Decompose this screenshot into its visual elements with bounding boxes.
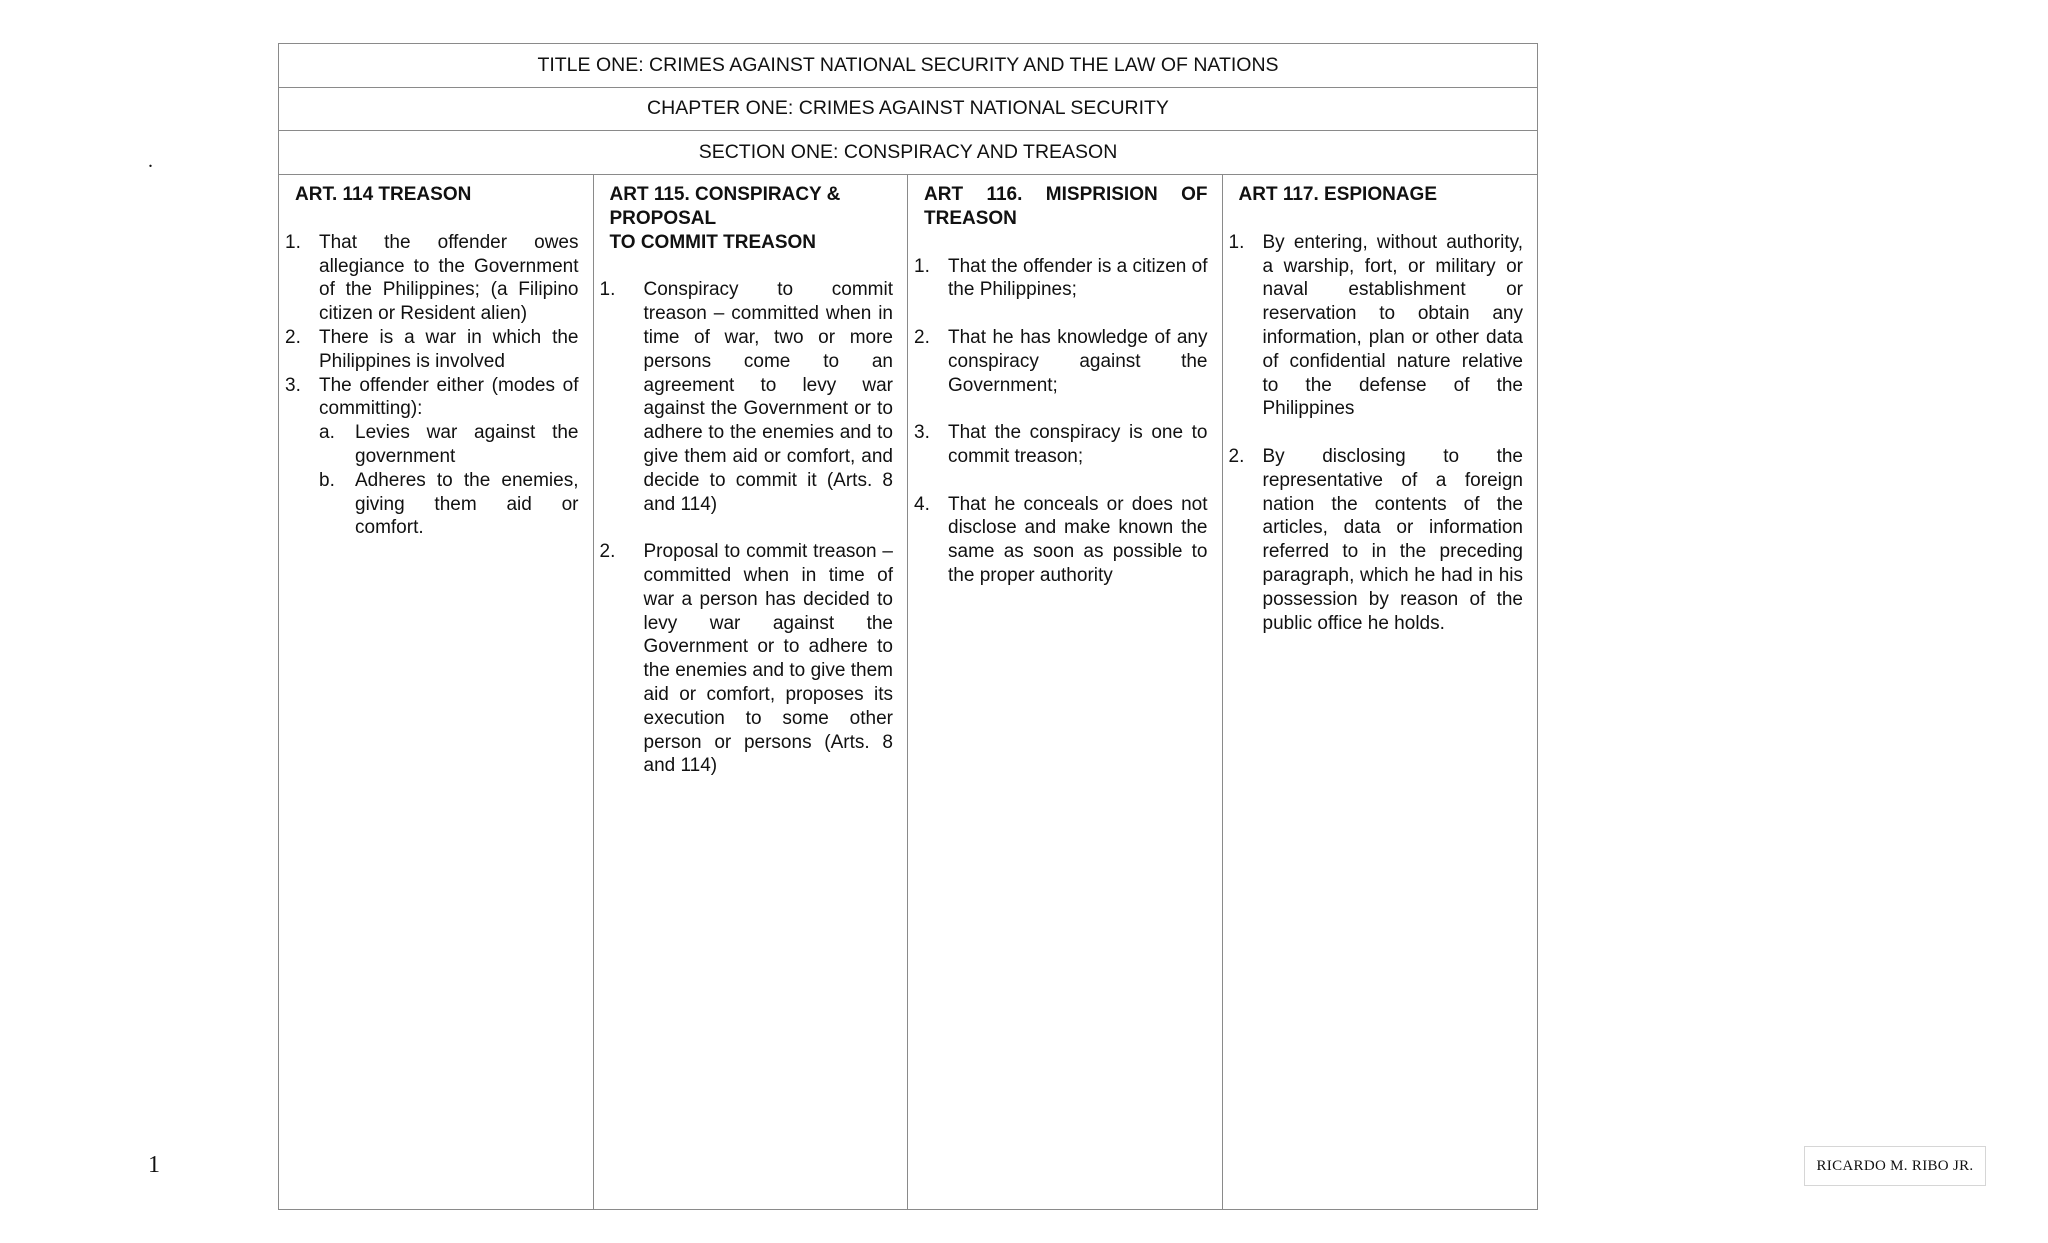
item-text: That the offender is a citizen of the Philippines; — [948, 255, 1208, 301]
column-art-117 — [1223, 174, 1538, 1209]
item-text: That he has knowledge of any conspiracy against the Government; — [948, 326, 1208, 396]
item-number: 2. — [1228, 445, 1245, 467]
list-item — [914, 255, 1208, 303]
item-text: By disclosing to the representative of a foreign nation the contents of the articles, data or information referred to in the preceding paragraph, which he had in his possession by reason of the public office he holds. — [1262, 445, 1523, 634]
list-item — [285, 374, 579, 541]
item-text: Proposal to commit treason – committed when in time of war a person has decided to levy war against the Government or to adhere to the enemies and to give them aid or comfort, proposes its execution to some other person or persons (Arts. 8 and 114) — [643, 541, 893, 777]
list-item — [914, 421, 1208, 469]
element-list — [599, 278, 894, 778]
outline-table — [278, 43, 1538, 1210]
list-item — [285, 231, 579, 326]
articles-columns — [279, 174, 1537, 1209]
page-number: 1 — [148, 1152, 160, 1178]
sub-list — [319, 421, 579, 540]
list-item — [599, 278, 894, 516]
sub-list-item — [319, 469, 579, 540]
list-item — [914, 326, 1208, 397]
column-title — [610, 183, 894, 254]
item-text: That the conspiracy is one to commit treason; — [948, 422, 1208, 467]
column-title: ART 117. ESPIONAGE — [1238, 184, 1438, 205]
column-art-114 — [279, 174, 594, 1209]
item-number: 2. — [914, 326, 930, 348]
item-text: That he conceals or does not disclose and make known the same as soon as possible to the proper authority — [948, 493, 1208, 586]
item-number: 2. — [285, 326, 301, 348]
item-number: 1. — [285, 231, 301, 253]
sub-item-letter: a. — [319, 422, 335, 444]
item-number: 2. — [599, 541, 616, 563]
item-text: The offender either (modes of committing): — [319, 374, 579, 420]
item-text: That the offender owes allegiance to the Government of the Philippines; (a Filipino citizen or Resident alien) — [319, 231, 579, 325]
list-item — [1228, 445, 1524, 635]
column-title-line: TO COMMIT TREASON — [609, 231, 817, 253]
column-title: ART 116. MISPRISION OF TREASON — [924, 184, 1208, 229]
margin-dot: . — [148, 150, 153, 172]
list-item — [914, 493, 1208, 588]
item-number: 3. — [285, 374, 301, 396]
item-text: There is a war in which the Philippines is involved — [319, 326, 579, 372]
column-art-116 — [908, 174, 1223, 1209]
list-item — [1228, 231, 1524, 421]
column-art-115 — [594, 174, 909, 1209]
section-row: SECTION ONE: CONSPIRACY AND TREASON — [279, 131, 1537, 175]
column-title-line: ART 115. CONSPIRACY & PROPOSAL — [609, 184, 841, 229]
item-text: By entering, without authority, a warship, fort, or military or naval establishment or reservation to obtain any information, plan or other data of confidential nature relative to the defense of the Philippines — [1262, 231, 1523, 420]
list-item — [599, 540, 894, 778]
sub-item-text: Adheres to the enemies, giving them aid or comfort. — [355, 469, 579, 539]
title-row: TITLE ONE: CRIMES AGAINST NATIONAL SECURITY AND THE LAW OF NATIONS — [279, 44, 1537, 88]
sub-item-text: Levies war against the government — [355, 422, 579, 467]
item-number: 1. — [914, 255, 930, 277]
column-title: ART. 114 TREASON — [295, 184, 472, 205]
sub-list-item — [319, 421, 579, 469]
sub-item-letter: b. — [319, 469, 335, 491]
element-list — [914, 255, 1208, 588]
chapter-row: CHAPTER ONE: CRIMES AGAINST NATIONAL SECURITY — [279, 88, 1537, 132]
item-number: 1. — [1228, 231, 1245, 253]
list-item — [285, 326, 579, 374]
author-label: RICARDO M. RIBO JR. — [1804, 1146, 1986, 1186]
element-list — [285, 231, 579, 540]
item-number: 3. — [914, 422, 930, 444]
element-list — [1228, 231, 1524, 636]
item-number: 1. — [599, 279, 616, 301]
item-number: 4. — [914, 493, 930, 515]
item-text: Conspiracy to commit treason – committed when in time of war, two or more persons come to an agreement to levy war against the Government or to adhere to the enemies and to give them aid or comfort, and decide to commit it (Arts. 8 and 114) — [643, 279, 893, 515]
